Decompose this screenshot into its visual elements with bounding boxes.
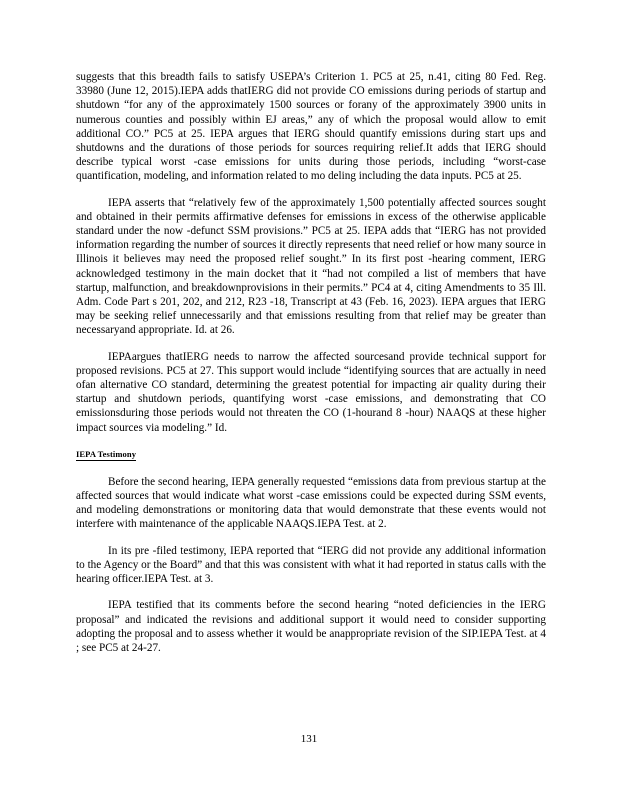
paragraph-3: IEPAargues thatIERG needs to narrow the affected sourcesand provide technical support for proposed revisions. PC5 at 27. This support would include “identifying sources that are actually in need ofan alternative CO standard, determining the greatest potential for impacting air quality during their startup and shutdown periods, quantifying worst -case emissions, and demonstrating that CO emissionsduring those periods would not threaten the CO (1-hourand 8 -hour) NAAQS at these higher impact sources via modeling.” Id.	[76, 350, 546, 434]
section-heading	[76, 449, 546, 461]
section-heading-text: IEPA Testimony	[76, 448, 137, 459]
paragraph-4: Before the second hearing, IEPA generally requested “emissions data from previous startup at the affected sources that would indicate what worst -case emissions could be expected during SSM events, and modeling demonstrations or monitoring data that would demonstrate that these events would not interfere with maintenance of the applicable NAAQS.IEPA Test. at 2.	[76, 475, 546, 531]
paragraph-6: IEPA testified that its comments before the second hearing “noted deficiencies in the IERG proposal” and indicated the revisions and additional support it would need to consider supporting adopting the proposal and to assess whether it would be anappropriate revision of the SIP.IEPA Test. at 4 ; see PC5 at 24-27.	[76, 599, 546, 654]
page-number: 131	[300, 733, 318, 745]
paragraph-5: In its pre -filed testimony, IEPA reported that “IERG did not provide any additional information to the Agency or the Board” and that this was consistent with what it had reported in status calls with the hearing officer.IEPA Test. at 3.	[76, 544, 546, 586]
page-body	[76, 70, 546, 655]
paragraph-2: IEPA asserts that “relatively few of the approximately 1,500 potentially affected sources sought and obtained in their permits affirmative defenses for emissions in excess of the otherwise applicable standard under the now -defunct SSM provisions.” PC5 at 25. IEPA adds that “IERG has not provided information regarding the number of sources it directly represents that need relief or how many source in Illinois it believes may need the proposed relief sought.” In its first post -hearing comment, IERG acknowledged testimony in the main docket that it “had not compiled a list of members that have startup, malfunction, and breakdownprovisions in their permits.” PC4 at 4, citing Amendments to 35 Ill. Adm. Code Part s 201, 202, and 212, R23 -18, Transcript at 43 (Feb. 16, 2023). IEPA argues that IERG may be seeking relief unnecessarily and that emissions resulting from that relief may be greater than necessaryand appropriate. Id. at 26.	[76, 196, 546, 337]
paragraph-1: suggests that this breadth fails to satisfy USEPA’s Criterion 1. PC5 at 25, n.41, citing 80 Fed. Reg. 33980 (June 12, 2015).IEPA adds thatIERG did not provide CO emissions during periods of startup and shutdown “for any of the approximately 1500 sources or forany of the approximately 3900 units in numerous counties and possibly within EJ areas,” any of which the proposal would allow to emit additional CO.” PC5 at 25. IEPA argues that IERG should quantify emissions during start ups and shutdowns and the durations of those periods for sources requiring relief.It adds that IERG should describe typical worst -case emissions for units during those periods, including “worst-case quantification, modeling, and information related to mo deling including the data inputs. PC5 at 25.	[76, 71, 546, 183]
